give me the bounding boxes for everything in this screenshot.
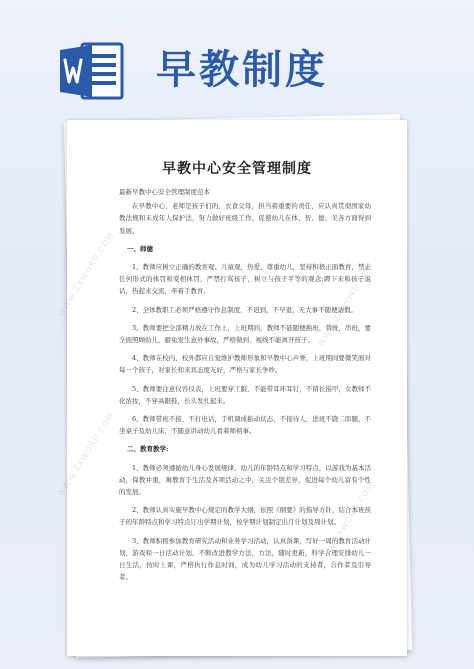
document-subtitle: 最新早教中心安全管理制度范本 [119,188,210,196]
body-paragraph: 1、教师应树立正确的教育观、儿童观，热爱、尊重幼儿，坚持积极正面教育，禁止任何形式的体罚和变相体罚，严禁打骂孩子，树立与孩子平等的观念;蹲下来和孩子说话，热起来交流，牵着手教育。 [119,263,371,296]
watermark: WWW.ZXWORD.COM [56,410,116,499]
body-paragraph: 3、教师积极参加教育研究活动和业务学习活动，认真备课，写好一周的教育活动计划，游戏和一日活动计划，不断改进教学方法，方法，随时更新，科学合理安排幼儿一日生活，按时上课，严格执行作息时间，成为幼儿学习活动的支持者，合作者及引导者。 [119,536,371,582]
body-paragraph: 4、教师在校内，校外都应自觉维护教师形象和早教中心声誉，上班期间要微笑面对每一个孩子，对家长和来宾态度友好，严格与家长争吵。 [119,354,371,375]
watermark: WWW.ZXWORD.COM [316,260,376,349]
body-paragraph: 在早教中心，老师是孩子们的，衣食父母，担当着重要的责任，应认真贯彻国家幼教法规和未成年人保护法，努力做好班级工作，促使幼儿在体、智、德、美各方面得到发展。 [119,202,371,235]
section-heading: 一、师德 [127,244,153,253]
body-paragraph: 1、教师必须遵循幼儿身心发展规律，幼儿的年龄特点和学习特点，以游戏为基本活动，保教并重，寓教育于生活及各项活动之中，关注个别差异，促进每个幼儿富有个性的发展。 [119,463,371,497]
body-paragraph: 2、全体教职工必须严格遵守作息制度，不迟到，不早退，无大事不随便请假。 [132,305,358,314]
page-title: 早教制度 [156,47,328,93]
body-paragraph: 3、教师要把全部精力放在工作上，上班期间，教师不能随便换班，替班，串班，要全面照顾幼儿，避免发生意外事故，严格做到，视线不能离开孩子。 [119,323,371,345]
section-heading: 二、教育教学: [127,445,169,454]
watermark: WWW.ZXWORD.COM [56,230,116,319]
watermark: WWW.ZXWORD.COM [316,480,376,569]
document-page [56,120,407,656]
document-body [119,186,371,583]
body-paragraph: 2、教师认真实施早教中心规定的教学大纲，依照《纲要》的指导方针，结合本班孩子的年龄特点和学习特点订出学期计划，按学期计划制定出月计划及周计划。 [119,506,371,527]
body-paragraph: 5、教师要注意仪容仪表，上班要穿工服，不能带耳环耳钉，不留长指甲，女教师不化浓妆，不穿高跟鞋，长头发扎起来。 [119,384,371,405]
body-paragraph: 6、教师带班不接，不打电话，手机调成振动状态，不接待人，进班不跷二郎腿，不坐桌子及幼儿床，不随意讲动幼儿看着师榜事。 [119,415,371,436]
header-banner [0,0,474,108]
document-title: 早教中心安全管理制度 [162,161,312,177]
word-document-icon [58,42,124,100]
